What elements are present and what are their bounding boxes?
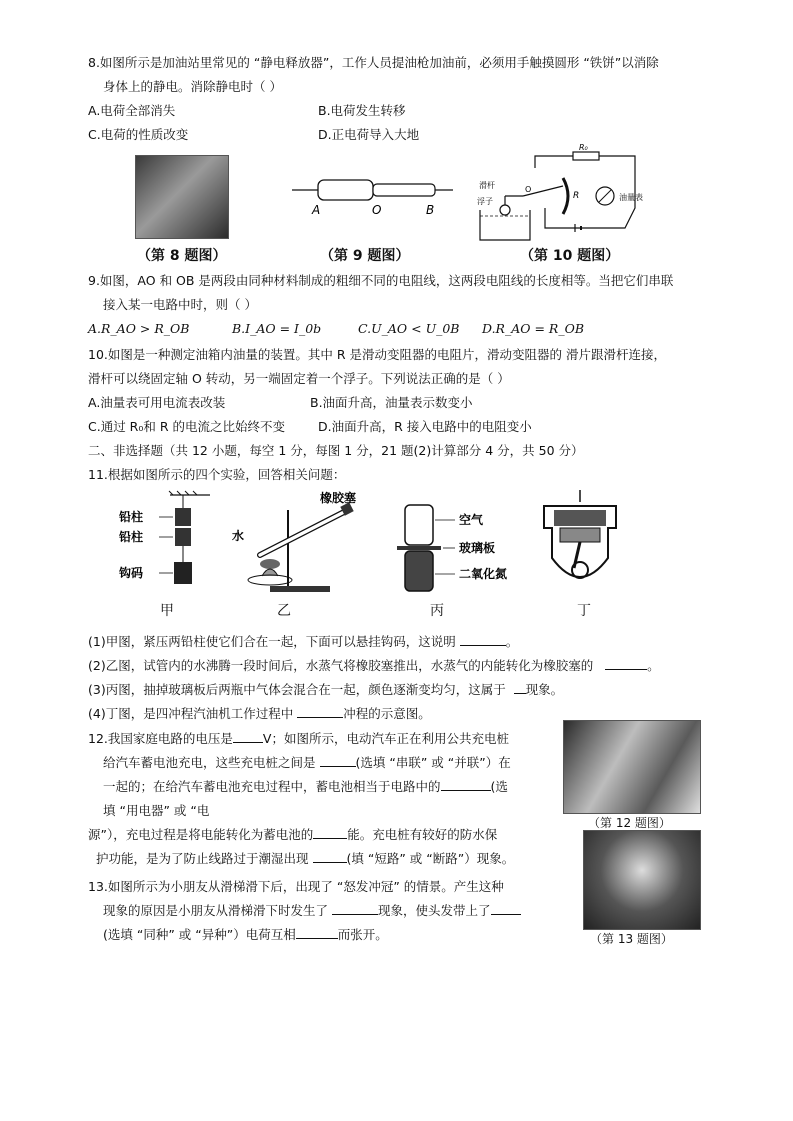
fig11-ding-caption: 丁: [577, 603, 591, 619]
fig11-jia-caption: 甲: [160, 603, 174, 619]
fig11-bing-caption: 丙: [430, 603, 444, 619]
fig9-wire-diagram: [290, 168, 455, 218]
fig11-label-bolibani: 玻璃板: [459, 541, 496, 555]
q12-blank-voltage[interactable]: [233, 730, 263, 743]
q10-stem-line1: 10.如图是一种测定油箱内油量的装置。其中 R 是滑动变阻器的电阻片，滑动变阻器的 滑片跟滑杆连接，: [88, 347, 666, 362]
fig11-label-xiangjiaosai: 橡胶塞: [320, 491, 357, 505]
q8-option-b: B.电荷发生转移: [318, 103, 406, 118]
fig10-label-o: O: [525, 185, 532, 194]
q11-part4: (4)丁图，是四冲程汽油机工作过程中 冲程的示意图。: [88, 706, 431, 721]
q9-option-b: B.I_AO = I_0b: [232, 321, 322, 336]
q11-stem: 11.根据如图所示的四个实验，回答相关问题：: [88, 467, 346, 482]
fig9-label-o: O: [372, 203, 382, 217]
fig8-caption: （第 8 题图）: [137, 248, 227, 264]
q12-blank-fault[interactable]: [313, 850, 347, 863]
fig11-label-gouma: 钩码: [119, 566, 144, 580]
q8-stem-line1: 8.如图所示是加油站里常见的 “静电释放器”，工作人员提油枪加油前，必须用手触摸圆形 “铁饼”以消除: [88, 55, 659, 70]
q8-option-c: C.电荷的性质改变: [88, 127, 189, 142]
q12-line4: 填 “用电器” 或 “电: [103, 803, 210, 818]
fig13-photo: [583, 830, 701, 930]
fig10-label-r: R: [573, 191, 580, 201]
q12-line6: 护功能，是为了防止线路过于潮湿出现 (填 “短路” 或 “断路”）现象。: [96, 851, 515, 866]
q13-line3: (选填 “同种” 或 “异种”）电荷互相 而张开。: [103, 927, 388, 942]
q9-option-d: D.R_AO = R_OB: [482, 321, 585, 336]
fig10-label-huagan: 滑杆: [479, 181, 495, 190]
fig9-label-a: A: [312, 203, 321, 217]
fig11-label-qianzhu2: 铅柱: [119, 530, 144, 544]
fig13-caption: （第 13 题图）: [590, 932, 673, 946]
q12-line2: 给汽车蓄电池充电，这些充电桩之间是 (选填 “串联” 或 “并联”）在: [103, 755, 511, 770]
q12-line3: 一起的；在给汽车蓄电池充电过程中，蓄电池相当于电路中的 (选: [103, 779, 508, 794]
q9-option-c: C.U_AO < U_0B: [358, 321, 460, 336]
q11-part2: (2)乙图，试管内的水沸腾一段时间后，水蒸气将橡胶塞推出，水蒸气的内能转化为橡胶塞的 。: [88, 658, 660, 673]
q9-stem-line2: 接入某一电路中时，则（ ）: [103, 297, 257, 312]
q12-blank-energy[interactable]: [313, 826, 347, 839]
q13-line2: 现象的原因是小朋友从滑梯滑下时发生了 现象，使头发带上了: [103, 902, 521, 920]
q11-part1: (1)甲图，紧压两铅柱使它们合在一起，下面可以悬挂钩码，这说明 。: [88, 634, 519, 649]
q9-stem-line1: 9.如图，AO 和 OB 是两段由同种材料制成的粗细不同的电阻线，这两段电阻线的长度相等。当把它们串联: [88, 273, 674, 288]
q8-option-a: A.电荷全部消失: [88, 103, 176, 118]
q12-line5: 源”），充电过程是将电能转化为蓄电池的 能。充电桩有较好的防水保: [88, 827, 498, 842]
fig11-bing-gas-bottles: [395, 500, 545, 600]
fig11-label-no2: 二氧化氮: [459, 567, 508, 581]
q8-option-d: D.正电荷导入大地: [318, 127, 420, 142]
fig8-photo: [135, 155, 229, 239]
fig10-label-fuzi: 浮子: [477, 197, 493, 206]
q11-part3-blank[interactable]: [514, 681, 526, 694]
fig11-jia-lead-columns: [115, 490, 215, 605]
q10-option-c: C.通过 R₀和 R 的电流之比始终不变: [88, 419, 286, 434]
q10-option-d: D.油面升高，R 接入电路中的电阻变小: [318, 419, 532, 434]
q11-part4-blank[interactable]: [297, 705, 343, 718]
section2-heading: 二、非选择题（共 12 小题，每空 1 分，每图 1 分，21 题(2)计算部分 4 分，共 50 分）: [88, 443, 584, 458]
q10-option-b: B.油面升高，油量表示数变小: [310, 395, 473, 410]
q11-part2-blank[interactable]: [605, 657, 647, 670]
fig10-caption: （第 10 题图）: [520, 248, 620, 264]
fig11-yi-caption: 乙: [277, 603, 291, 619]
q11-part1-blank[interactable]: [460, 633, 506, 646]
fig11-label-qianzhu1: 铅柱: [119, 510, 144, 524]
q10-option-a: A.油量表可用电流表改装: [88, 395, 226, 410]
fig9-label-b: B: [426, 203, 435, 217]
q9-option-a: A.R_AO > R_OB: [88, 321, 190, 336]
fig11-ding-engine: [540, 488, 620, 598]
q13-line1: 13.如图所示为小朋友从滑梯滑下后，出现了 “怒发冲冠” 的情景。产生这种: [88, 879, 504, 894]
fig12-photo: [563, 720, 701, 814]
fig11-label-kongqi: 空气: [459, 513, 484, 527]
q12-blank-connection[interactable]: [320, 754, 356, 767]
q13-blank-interaction[interactable]: [296, 926, 338, 939]
fig10-oil-gauge-diagram: [475, 143, 655, 248]
q12-blank-component[interactable]: [441, 778, 491, 791]
fig12-caption: （第 12 题图）: [588, 816, 671, 830]
q11-part3: (3)丙图，抽掉玻璃板后两瓶中气体会混合在一起，颜色逐渐变均匀，这属于 现象。: [88, 682, 564, 697]
fig10-label-oilgauge: 油量表: [619, 193, 643, 202]
fig11-label-shui: 水: [232, 529, 245, 543]
q10-stem-line2: 滑杆可以绕固定轴 O 转动，另一端固定着一个浮子。下列说法正确的是（ ）: [88, 371, 510, 386]
fig9-caption: （第 9 题图）: [320, 248, 410, 264]
q12-line1: 12.我国家庭电路的电压是 V；如图所示，电动汽车正在利用公共充电桩: [88, 731, 509, 746]
q8-stem-line2: 身体上的静电。消除静电时（ ）: [103, 79, 282, 94]
q13-blank-phenomenon[interactable]: [332, 902, 378, 915]
q13-blank-charge-type[interactable]: [491, 902, 521, 915]
fig11-yi-test-tube: [230, 490, 370, 605]
fig10-label-r0: R₀: [579, 143, 588, 152]
